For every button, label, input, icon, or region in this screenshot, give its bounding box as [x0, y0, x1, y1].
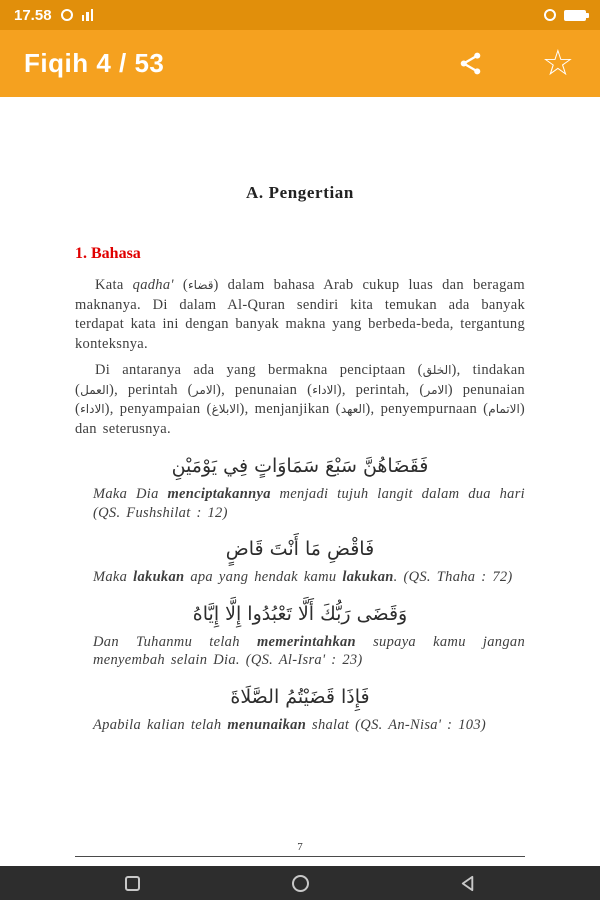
page-title: Fiqih 4 / 53 [24, 48, 165, 78]
paragraph-1 [75, 276, 525, 354]
arabic-inline-word: العهد [340, 402, 366, 416]
text-segment: ( [173, 277, 189, 293]
text-segment-bold: menunaikan [227, 716, 307, 733]
arabic-inline-word: الامر [192, 382, 217, 397]
text-segment: Dan Tuhanmu telah [93, 633, 257, 650]
verse-translation [93, 716, 525, 735]
arabic-inline-word: الخلق [422, 363, 452, 377]
signal-icon [82, 9, 94, 21]
verse-translation [93, 633, 525, 670]
text-segment-bold: memerintahkan [256, 633, 356, 650]
arabic-verse: فَإِذَا قَضَيْتُمُ الصَّلَاةَ [230, 685, 370, 708]
share-icon [457, 50, 484, 77]
arabic-inline-word: قضاء [188, 278, 214, 292]
text-segment-bold: lakukan [133, 569, 185, 585]
status-left-cluster [14, 7, 93, 24]
text-segment-bold: lakukan [342, 569, 394, 585]
text-segment: Di antaranya ada yang bermakna penciptaan ( [95, 362, 423, 378]
document-heading: A. Pengertian [246, 183, 354, 202]
text-segment: ), penyempurnaan ( [365, 401, 489, 417]
text-segment: shalat (QS. An-Nisa' : 103) [306, 716, 487, 733]
text-segment: ) penunaian ( [75, 381, 525, 417]
footer-divider [75, 856, 525, 857]
page-number: 7 [297, 841, 303, 853]
text-segment: . (QS. Thaha : 72) [393, 569, 513, 585]
favorite-star-icon[interactable]: ☆ [541, 42, 574, 84]
arabic-inline-word: الامر [424, 382, 448, 397]
text-segment: apa yang hendak kamu [184, 569, 343, 585]
text-segment: ) dalam bahasa Arab cukup luas dan beragam maknanya. Di dalam Al-Quran sendiri kita temukan ada banyak terdapat kata ini dengan banyak makna yang berbeda-beda, tergantung konteksnya. [75, 277, 526, 352]
page-footer [75, 841, 525, 857]
text-segment: menjadi tujuh langit dalam dua hari (QS. Fushshilat : 12) [93, 486, 526, 521]
share-button[interactable] [457, 50, 484, 77]
android-navigation-bar [0, 866, 600, 900]
recents-button[interactable] [112, 866, 152, 900]
arabic-inline-word: الابلاغ [211, 402, 240, 416]
text-segment: Apabila kalian telah [93, 716, 228, 733]
text-segment: ), penyampaian ( [104, 401, 212, 417]
clock-icon [61, 9, 73, 21]
arabic-inline-word: الاداء [312, 382, 337, 397]
arabic-verse: فَقَضَاهُنَّ سَبْعَ سَمَاوَاتٍ فِي يَوْمَيْنِ [171, 455, 429, 477]
recents-square-icon [125, 876, 140, 891]
home-button[interactable] [280, 866, 320, 900]
text-segment: Kata [95, 277, 133, 293]
status-time: 17.58 [14, 6, 52, 24]
arabic-inline-word: الاداء [80, 402, 105, 416]
text-segment: ), penunaian ( [216, 381, 313, 398]
app-header [0, 30, 600, 97]
section-heading: 1. Bahasa [75, 245, 141, 262]
paragraph-2 [75, 361, 525, 439]
arabic-inline-word: العمل [80, 382, 109, 397]
text-segment: supaya kamu jangan menyembah selain Dia. (QS. Al-Isra' : 23) [93, 633, 525, 668]
text-segment-bold: menciptakannya [167, 486, 271, 502]
arabic-verse: فَاقْضِ مَا أَنْتَ قَاضٍ [225, 538, 375, 560]
verse-translation [93, 568, 525, 587]
back-triangle-icon [459, 874, 478, 893]
document-page [0, 97, 600, 866]
sync-icon [544, 9, 556, 21]
back-button[interactable] [448, 866, 488, 900]
text-segment: ), perintah ( [108, 381, 193, 398]
arabic-inline-word: الاتمام [488, 402, 520, 416]
text-segment: ), perintah, ( [336, 381, 425, 398]
battery-icon [564, 10, 586, 21]
text-segment: Maka Dia [93, 486, 168, 502]
text-segment: ) dan seterusnya. [75, 401, 525, 437]
text-segment-italic: qadha' [132, 277, 174, 293]
text-segment: ), tindakan ( [75, 362, 526, 398]
arabic-verse: وَقَضَى رَبُّكَ أَلَّا تَعْبُدُوا إِلَّا إِيَّاهُ [192, 602, 408, 625]
text-segment: Maka [93, 569, 134, 585]
verse-translation [93, 485, 525, 522]
status-right-cluster [544, 9, 586, 21]
text-segment: ), menjanjikan ( [239, 401, 341, 417]
home-circle-icon [292, 875, 309, 892]
status-bar [0, 0, 600, 30]
